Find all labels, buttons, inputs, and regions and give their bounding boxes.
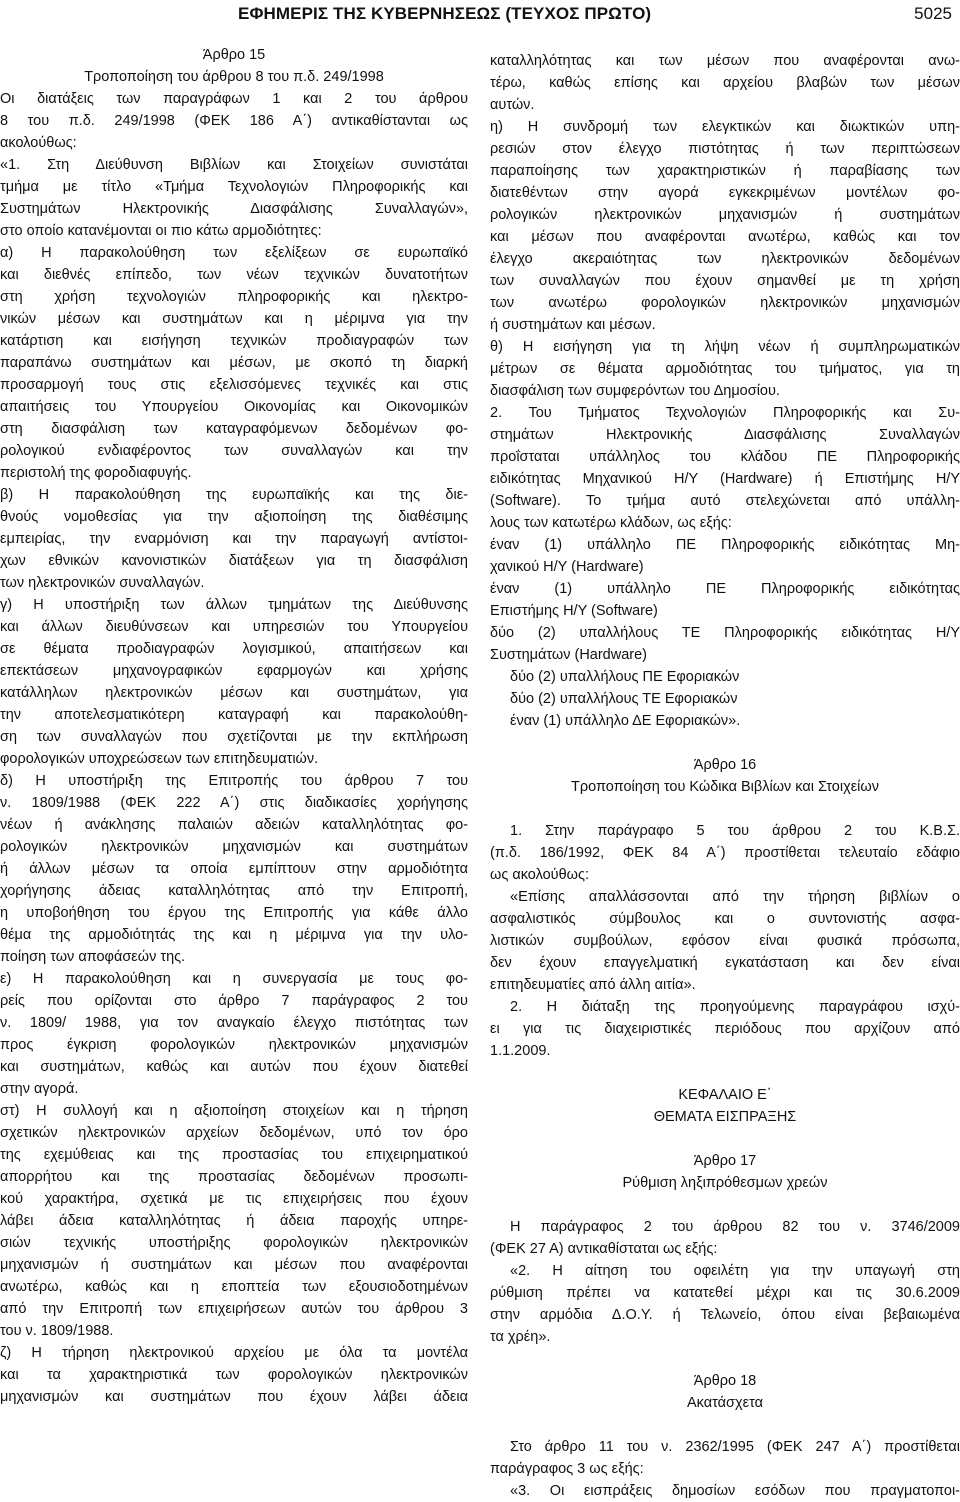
text-line: Επιστήμης Η/Υ (Software) xyxy=(490,603,658,619)
text-line: στημάτων Ηλεκτρονικής Διασφάλισης Συναλλαγών xyxy=(490,427,960,443)
text-line: ν. 1809/1988 (ΦΕΚ 222 Α΄) στις διαδικασίες χορήγησης xyxy=(0,795,468,811)
blank-line xyxy=(490,1414,960,1436)
text-line: (ΦΕΚ 27 Α) αντικαθίσταται ως εξής: xyxy=(490,1241,718,1257)
text-line: σχετικών ηλεκτρονικών αρχείων δεδομένων, υπό τον όρο xyxy=(0,1125,468,1141)
text-line: έναν (1) υπάλληλο ΠΕ Πληροφορικής ειδικότητας Μη- xyxy=(490,537,960,553)
text-line: λιστικών συμβούλων, εφόσον είναι φυσικά πρόσωπα, xyxy=(490,933,960,949)
text-line: Η παράγραφος 2 του άρθρου 82 του ν. 3746/2009 xyxy=(510,1219,960,1235)
text-line: Συστημάτων Ηλεκτρονικής Διασφάλισης Συναλλαγών», xyxy=(0,201,468,217)
text-line: ασφαλιστικός σύμβουλος και ο συντονιστής ασφα- xyxy=(490,911,960,927)
section-heading-line: Ρύθμιση ληξιπρόθεσμων χρεών xyxy=(622,1175,828,1191)
right-column xyxy=(490,50,960,1502)
text-line: στ) Η συλλογή και η αξιοποίηση στοιχείων και η τήρηση xyxy=(0,1103,468,1119)
text-line: φορολογικών υποχρεώσεων των επιτηδευματιών. xyxy=(0,751,319,767)
text-line: την αποτελεσματικότερη καταγραφή και παρακολούθη- xyxy=(0,707,468,723)
text-line: θ) Η εισήγηση για τη λήψη νέων ή συμπληρωματικών xyxy=(490,339,960,355)
text-line: και διεθνές επίπεδο, των νέων τεχνικών δυνατοτήτων xyxy=(0,267,468,283)
page-number: 5025 xyxy=(914,4,952,23)
left-column xyxy=(0,44,468,1408)
text-line: σιών τεχνικής υποστήριξης φορολογικών ηλεκτρονικών xyxy=(0,1235,468,1251)
text-line: δύο (2) υπαλλήλους ΠΕ Εφοριακών xyxy=(510,669,740,685)
text-line: επεκτάσεων μηχανογραφικών εφαρμογών και χρήσης xyxy=(0,663,468,679)
text-line: δ) Η υποστήριξη της Επιτροπής του άρθρου 7 του xyxy=(0,773,468,789)
text-line: ή συστημάτων και μέσων. xyxy=(490,317,656,333)
text-line: ποίηση των αποφάσεών της. xyxy=(0,949,186,965)
text-line: τέρω, καθώς επίσης και αρχείου βλαβών των μέσων xyxy=(490,75,960,91)
text-line: περιστολή της φοροδιαφυγής. xyxy=(0,465,192,481)
text-line: 1. Στην παράγραφο 5 του άρθρου 2 του Κ.Β.Σ. xyxy=(510,823,960,839)
text-line: του ν. 1809/1988. xyxy=(0,1323,114,1339)
text-line: και συστημάτων, καθώς και αυτών που έχουν διατεθεί xyxy=(0,1059,468,1075)
text-line: ή άλλων μέσων τα οποία εμπίπτουν στην αρμοδιότητα xyxy=(0,861,468,877)
text-line: (Software). Το τμήμα αυτό στελεχώνεται από υπάλλη- xyxy=(490,493,960,509)
text-line: Συστημάτων (Hardware) xyxy=(490,647,648,663)
text-line: στην αγορά. xyxy=(0,1081,79,1097)
text-line: στη χρήση τεχνολογιών πληροφορικής και ηλεκτρο- xyxy=(0,289,468,305)
text-line: η) Η συνδρομή των ελεγκτικών και διωκτικών υπη- xyxy=(490,119,960,135)
text-line: β) Η παρακολούθηση της ευρωπαϊκής και της διε- xyxy=(0,487,468,503)
text-line: εμπειρίας, την εναρμόνιση και την παραγωγή αντίστοι- xyxy=(0,531,468,547)
text-line: η υποβοήθηση του έργου της Επιτροπής για κάθε άλλο xyxy=(0,905,468,921)
text-line: των ανωτέρω φορολογικών ηλεκτρονικών μηχανισμών xyxy=(490,295,960,311)
text-line: μηχανισμών και συστημάτων που έχουν λάβει άδεια xyxy=(0,1389,468,1405)
text-line: νέων ή ανάκλησης παλαιών αδειών καταλληλότητας φο- xyxy=(0,817,468,833)
section-heading-line: Άρθρο 15 xyxy=(202,47,266,63)
text-line: παράγραφος 3 ως εξής: xyxy=(490,1461,644,1477)
text-line: ρολογικού ενδιαφέροντος των συναλλαγών και την xyxy=(0,443,468,459)
section-heading-line: ΚΕΦΑΛΑΙΟ Ε΄ xyxy=(678,1087,772,1103)
text-line: έναν (1) υπάλληλο ΔΕ Εφοριακών». xyxy=(510,713,741,729)
blank-line xyxy=(490,1062,960,1084)
text-line: ακολούθως: xyxy=(0,135,77,151)
text-line: ν. 1809/ 1988, για τον αναγκαίο έλεγχο πιστότητας των xyxy=(0,1015,468,1031)
section-heading-line: ΘΕΜΑΤΑ ΕΙΣΠΡΑΞΗΣ xyxy=(653,1109,797,1125)
text-line: επιτηδευματίες από άλλη αιτία». xyxy=(490,977,696,993)
text-line: ση των συναλλαγών που σχετίζονται με την εκπλήρωση xyxy=(0,729,468,745)
text-line: γ) Η υποστήριξη των άλλων τμημάτων της Διεύθυνσης xyxy=(0,597,468,613)
text-line: και μέσων που αναφέρονται ανωτέρω, καθώς και τον xyxy=(490,229,960,245)
section-heading-line: Ακατάσχετα xyxy=(687,1395,763,1411)
text-line: ρύθμιση πρέπει να κατατεθεί μέχρι και τις 30.6.2009 xyxy=(490,1285,960,1301)
journal-title: ΕΦΗΜΕΡΙΣ ΤΗΣ ΚΥΒΕΡΝΗΣΕΩΣ (ΤΕΥΧΟΣ ΠΡΩΤΟ) xyxy=(238,4,652,23)
text-line: λους των κατωτέρω κλάδων, ως εξής: xyxy=(490,515,732,531)
text-line: απαιτήσεις του Υπουργείου Οικονομίας και Οικονομικών xyxy=(0,399,468,415)
text-line: διασφάλιση των συμφερόντων του Δημοσίου. xyxy=(490,383,780,399)
text-line: κατάρτιση και εισήγηση τεχνικών προδιαγραφών των xyxy=(0,333,468,349)
text-line: (π.δ. 186/1992, ΦΕΚ 84 Α΄) προστίθεται τελευταίο εδάφιο xyxy=(490,845,960,861)
section-heading-line: Άρθρο 16 xyxy=(693,757,757,773)
text-line: ρολογικών ηλεκτρονικών μηχανισμών και συστημάτων xyxy=(0,839,468,855)
text-line: χανικού Η/Υ (Hardware) xyxy=(490,559,644,575)
text-line: προΐσταται υπάλληλος του κλάδου ΠΕ Πληροφορικής xyxy=(490,449,960,465)
text-line: ει για τις διαχειριστικές περιόδους που αρχίζουν από xyxy=(490,1021,960,1037)
blank-line xyxy=(490,1194,960,1216)
text-line: ρεσιών στον έλεγχο πιστότητας ή των περιπτώσεων xyxy=(490,141,960,157)
text-line: μηχανισμών ή συστημάτων και μέσων που αναφέρονται xyxy=(0,1257,468,1273)
text-line: Στο άρθρο 11 του ν. 2362/1995 (ΦΕΚ 247 Α΄) προστίθεται xyxy=(510,1439,960,1455)
text-line: στην αρμόδια Δ.Ο.Υ. ή Τελωνείο, όπου είναι βεβαιωμένα xyxy=(490,1307,960,1323)
text-line: θνούς νομοθεσίας για την αξιοποίηση της διαθέσιμης xyxy=(0,509,468,525)
text-line: των συναλλαγών που έχουν σημανθεί με τη χρήση xyxy=(490,273,960,289)
text-line: 2. Του Τμήματος Τεχνολογιών Πληροφορικής και Συ- xyxy=(490,405,960,421)
text-line: λάβει άδεια καταλληλότητας ή άδεια παροχής υπηρε- xyxy=(0,1213,468,1229)
text-line: ως ακολούθως: xyxy=(490,867,590,883)
text-line: 1.1.2009. xyxy=(490,1043,551,1059)
text-line: ειδικότητας Μηχανικού Η/Υ (Hardware) ή Επιστήμης Η/Υ xyxy=(490,471,960,487)
text-line: αυτών. xyxy=(490,97,535,113)
blank-line xyxy=(490,1128,960,1150)
page-header xyxy=(0,0,960,34)
text-line: ζ) Η τήρηση ηλεκτρονικού αρχείου με όλα τα μοντέλα xyxy=(0,1345,468,1361)
text-line: διατεθέντων στην αγορά εγκεκριμένων μοντέλων φο- xyxy=(490,185,960,201)
section-heading-line: Άρθρο 18 xyxy=(693,1373,757,1389)
section-heading-line: Τροποποίηση του άρθρου 8 του π.δ. 249/1998 xyxy=(84,69,384,85)
text-line: δύο (2) υπαλλήλους ΤΕ Εφοριακών xyxy=(510,691,738,707)
text-line: τα χρέη». xyxy=(490,1329,551,1345)
text-line: α) Η παρακολούθηση των εξελίξεων σε ευρωπαϊκό xyxy=(0,245,468,261)
text-line: κατάλληλων ηλεκτρονικών μέσων και συστημάτων, για xyxy=(0,685,468,701)
text-line: και τα χαρακτηριστικά των φορολογικών ηλεκτρονικών xyxy=(0,1367,468,1383)
text-line: δεν έχουν επαγγελματική εγκατάσταση και δεν είναι xyxy=(490,955,960,971)
text-line: στο οποίο κατανέμονται οι πιο κάτω αρμοδιότητες: xyxy=(0,223,322,239)
text-line: κού χαρακτήρα, σχετικά με τις επιχειρήσεις που έχουν xyxy=(0,1191,468,1207)
text-line: 2. Η διάταξη της προηγούμενης παραγράφου ισχύ- xyxy=(510,999,960,1015)
blank-line xyxy=(490,1348,960,1370)
text-line: των ηλεκτρονικών συναλλαγών. xyxy=(0,575,205,591)
text-line: ρείς που ορίζονται στο άρθρο 7 παράγραφος 2 του xyxy=(0,993,468,1009)
blank-line xyxy=(490,732,960,754)
text-line: 8 του π.δ. 249/1998 (ΦΕΚ 186 Α΄) αντικαθίστανται ως xyxy=(0,113,468,129)
text-line: μέτρων σε θέματα αρμοδιότητας του τμήματος, για τη xyxy=(490,361,960,377)
text-line: έναν (1) υπάλληλο ΠΕ Πληροφορικής ειδικότητας xyxy=(490,581,960,597)
text-line: ρολογικών ηλεκτρονικών μηχανισμών ή συστημάτων xyxy=(490,207,960,223)
text-line: «2. Η αίτηση του οφειλέτη για την υπαγωγή στη xyxy=(510,1263,960,1279)
text-line: ανωτέρω, καθώς και η εποπτεία των εξουσιοδοτημένων xyxy=(0,1279,468,1295)
text-line: προσαρμογή τους στις εξελισσόμενες τεχνικές και στις xyxy=(0,377,468,393)
text-line: και άλλων διευθύνσεων και υπηρεσιών του Υπουργείου xyxy=(0,619,468,635)
section-heading-line: Άρθρο 17 xyxy=(693,1153,757,1169)
text-line: «3. Οι εισπράξεις δημοσίων εσόδων που πραγματοποι- xyxy=(510,1483,960,1499)
text-line: Οι διατάξεις των παραγράφων 1 και 2 του άρθρου xyxy=(0,91,468,107)
text-line: δύο (2) υπαλλήλους ΤΕ Πληροφορικής ειδικότητας Η/Υ xyxy=(490,625,960,641)
text-line: καταλληλότητας και των μέσων που αναφέρονται ανω- xyxy=(490,53,960,69)
text-line: της εχεμύθειας και της προστασίας του επιχειρηματικού xyxy=(0,1147,468,1163)
blank-line xyxy=(490,798,960,820)
text-line: «Επίσης απαλλάσσονται από την τήρηση βιβλίων ο xyxy=(510,889,960,905)
text-line: χορήγησης άδειας καταλληλότητας από την Επιτροπή, xyxy=(0,883,468,899)
text-line: θέμα της αρμοδιότητάς της και η μέριμνα για την υλο- xyxy=(0,927,468,943)
text-line: στη διασφάλιση των καταγραφόμενων δεδομένων φο- xyxy=(0,421,468,437)
text-line: παραποίησης των χαρακτηριστικών ή παραβίασης των xyxy=(490,163,960,179)
text-line: παραπάνω συστημάτων και μέσων, με σκοπό τη διαρκή xyxy=(0,355,468,371)
text-line: προς έγκριση φορολογικών ηλεκτρονικών μηχανισμών xyxy=(0,1037,468,1053)
text-line: σε θέματα προδιαγραφών λογισμικού, απαιτήσεων και xyxy=(0,641,468,657)
text-line: τμήμα με τίτλο «Τμήμα Τεχνολογιών Πληροφορικής και xyxy=(0,179,468,195)
text-line: ε) Η παρακολούθηση και η συνεργασία με τους φο- xyxy=(0,971,468,987)
text-line: χων εθνικών κανονιστικών διατάξεων για τη διασφάλιση xyxy=(0,553,468,569)
section-heading-line: Τροποποίηση του Κώδικα Βιβλίων και Στοιχείων xyxy=(571,779,879,795)
text-line: απορρήτου και της προστασίας δεδομένων προσωπι- xyxy=(0,1169,468,1185)
text-line: έλεγχο ακεραιότητας των ηλεκτρονικών δεδομένων xyxy=(490,251,960,267)
text-line: «1. Στη Διεύθυνση Βιβλίων και Στοιχείων συνιστάται xyxy=(0,157,468,173)
text-line: νικών μέσων και συστημάτων και η μέριμνα για την xyxy=(0,311,468,327)
text-line: από την Επιτροπή των επιχειρήσεων αυτών του άρθρου 3 xyxy=(0,1301,468,1317)
